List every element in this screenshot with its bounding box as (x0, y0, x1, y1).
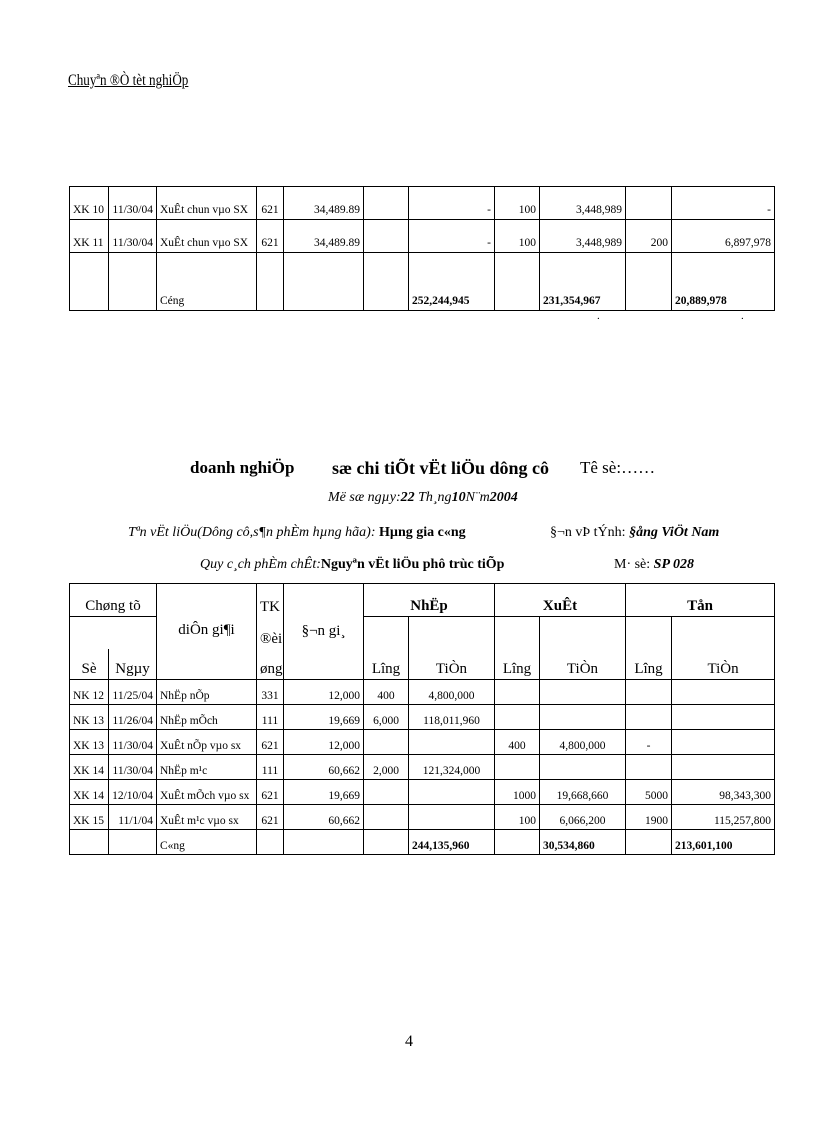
header-xuat: XuÊt (495, 584, 626, 617)
sheet-number: Tê sè:…… (580, 458, 656, 477)
total-nhap: 252,244,945 (409, 253, 495, 311)
cell-nhap-tien: - (409, 220, 495, 253)
cell-ton-tien: - (672, 187, 775, 220)
total-row (70, 253, 775, 311)
opened-date: Më sæ ngµy:22 Th¸ng10N¨m2004 (328, 490, 518, 505)
unit-of-measure: §¬n vÞ tÝnh: §ång ViÖt Nam (550, 525, 720, 540)
cell-dongia: 34,489.89 (284, 187, 364, 220)
cell-dongia: 34,489.89 (284, 220, 364, 253)
header-ton-tien: TiÒn (672, 649, 775, 680)
stray-mark: . (597, 310, 600, 322)
item-code: M· sè: SP 028 (614, 557, 694, 572)
header-ngay: Ngµy (109, 649, 157, 680)
total-nhap: 244,135,960 (409, 830, 495, 855)
company-label: doanh nghiÖp (190, 458, 295, 477)
header-xuat-tien: TiÒn (540, 649, 626, 680)
table-row: XK 14 11/30/04 NhËp m¹c 111 60,662 2,000 121,324,000 (70, 755, 775, 780)
header-ton-luong: Lîng (626, 649, 672, 680)
header-tk-2: ®èi (257, 617, 284, 650)
table-row: XK 15 11/1/04 XuÊt m¹c vµo sx 621 60,662 100 6,066,200 1900 115,257,800 (70, 805, 775, 830)
cell-xuat-luong: 100 (495, 187, 540, 220)
table-row: NK 13 11/26/04 NhËp mÕch 111 19,669 6,000 118,011,960 (70, 705, 775, 730)
card-title: sæ chi tiÕt vËt liÖu dông cô (332, 458, 550, 478)
page-header-title: Chuyªn ®Ò tèt nghiÖp (68, 72, 189, 89)
cell-nhap-tien: - (409, 187, 495, 220)
header-xuat-luong: Lîng (495, 649, 540, 680)
total-xuat: 231,354,967 (540, 253, 626, 311)
header-row (70, 584, 775, 617)
header-ton: Tån (626, 584, 775, 617)
total-xuat: 30,534,860 (540, 830, 626, 855)
continued-ledger-table (69, 186, 775, 311)
item-name: Tªn vËt liÖu(Dông cô,s¶n phÈm hµng hãa): Hµng gia c«ng (128, 525, 466, 540)
header-nhap-luong: Lîng (364, 649, 409, 680)
total-label: C«ng (157, 830, 257, 855)
total-ton: 213,601,100 (672, 830, 775, 855)
cell-so: XK 11 (70, 220, 109, 253)
total-label: Céng (157, 253, 257, 311)
cell-ngay: 11/30/04 (109, 220, 157, 253)
cell-ton-tien: 6,897,978 (672, 220, 775, 253)
cell-xuat-tien: 3,448,989 (540, 220, 626, 253)
table-row: XK 14 12/10/04 XuÊt mÕch vµo sx 621 19,669 1000 19,668,660 5000 98,343,300 (70, 780, 775, 805)
cell-ton-luong: 200 (626, 220, 672, 253)
table-row (70, 220, 775, 253)
spec-quality: Quy c¸ch phÈm chÊt:Nguyªn vËt liÖu phô trùc tiÕp (200, 557, 505, 572)
table-row: NK 12 11/25/04 NhËp nÕp 331 12,000 400 4,800,000 (70, 680, 775, 705)
table-row: XK 13 11/30/04 XuÊt nÕp vµo sx 621 12,000 400 4,800,000 - (70, 730, 775, 755)
total-ton: 20,889,978 (672, 253, 775, 311)
table-row (70, 187, 775, 220)
header-tk-3: øng (257, 649, 284, 680)
header-diengiai: diÔn gi¶i (157, 584, 257, 680)
cell-xuat-tien: 3,448,989 (540, 187, 626, 220)
header-so: Sè (70, 649, 109, 680)
cell-tk: 621 (257, 187, 284, 220)
cell-diengiai: XuÊt chun vµo SX (157, 187, 257, 220)
total-row (70, 830, 775, 855)
cell-so: XK 10 (70, 187, 109, 220)
cell-nhap-luong (364, 187, 409, 220)
header-nhap-tien: TiÒn (409, 649, 495, 680)
cell-nhap-luong (364, 220, 409, 253)
stray-mark: . (741, 310, 744, 322)
cell-ngay: 11/30/04 (109, 187, 157, 220)
material-detail-table (69, 583, 775, 855)
header-nhap: NhËp (364, 584, 495, 617)
cell-xuat-luong: 100 (495, 220, 540, 253)
cell-diengiai: XuÊt chun vµo SX (157, 220, 257, 253)
header-tk-1: TK (257, 584, 284, 617)
cell-ton-luong (626, 187, 672, 220)
header-dongia: §¬n gi¸ (284, 617, 364, 650)
page-number: 4 (405, 1033, 413, 1050)
cell-tk: 621 (257, 220, 284, 253)
header-chungtu: Chøng tõ (70, 584, 157, 617)
